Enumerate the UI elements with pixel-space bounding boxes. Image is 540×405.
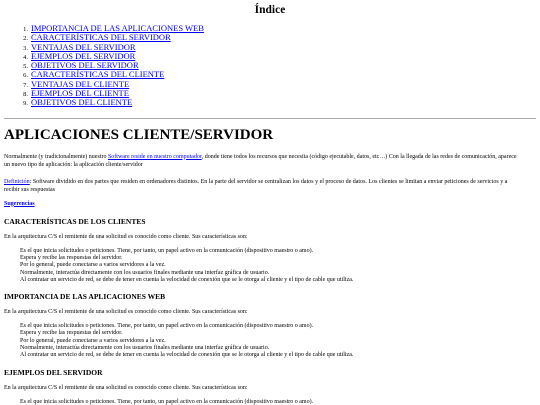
list-item: Por lo general, puede conectarse a varios servidores a la vez. [20,262,166,269]
horizontal-divider [4,118,536,119]
index-item-number: 3. [23,44,28,52]
list-item: Al contratar un servicio de red, se debe de tener en cuenta la velocidad de conexión que se le otorga al cliente y el tipo de cable que utiliza. [20,276,354,283]
section-list [20,248,540,284]
list-item: Es el que inicia solicitudes o peticiones. Tiene, por tanto, un papel activo en la comunicación (dispositivo maestro o amo). [20,323,314,330]
list-item: Es el que inicia solicitudes o peticiones. Tiene, por tanto, un papel activo en la comunicación (dispositivo maestro o amo). [20,398,314,405]
index-item-number: 6. [23,72,28,80]
section-intro: En la arquitectura C/S el remitente de una solicitud es conocido como cliente. Sus características son: [4,384,248,391]
section-heading-caracteristicas-clientes: CARACTERÍSTICAS DE LOS CLIENTES [4,216,146,226]
index-item-number: 4. [23,53,28,61]
list-item: Normalmente, interactúa directamente con los usuarios finales mediante una interfaz gráfica de usuario. [20,345,270,352]
index-item [20,98,540,107]
index-link-ventajas-cliente[interactable]: VENTAJAS DEL CLIENTE [31,78,130,89]
section-heading-importancia-aplicaciones-web: IMPORTANCIA DE LAS APLICACIONES WEB [4,292,166,302]
index-item-number: 5. [23,63,28,71]
index-link-caracteristicas-servidor[interactable]: CARACTERÍSTICAS DEL SERVIDOR [31,32,171,43]
definition-text: : Software dividido en dos partes que residen en ordenadores distintos. En la parte del servidor se centralizan los datos y el proceso de datos. Los clientes se limitan a enviar peticiones de servicios y a recibir sus respuestas [4,178,508,193]
list-item: Es el que inicia solicitudes o peticiones. Tiene, por tanto, un papel activo en la comunicación (dispositivo maestro o amo). [20,247,314,254]
index-link-objetivos-cliente[interactable]: OBJETIVOS DEL CLIENTE [31,97,133,108]
index-item-number: 2. [23,35,28,43]
list-item: Espera y recibe las respuestas del servidor. [20,254,123,261]
index-link-objetivos-servidor[interactable]: OBJETIVOS DEL SERVIDOR [31,60,139,71]
index-item-number: 1. [23,26,28,33]
index-item-number: 7. [23,81,28,89]
index-item-number: 8. [23,91,28,99]
definition-paragraph [4,178,524,194]
software-link[interactable]: Software reside en nuestro computador [107,153,202,160]
index-link-ejemplos-servidor[interactable]: EJEMPLOS DEL SERVIDOR [31,50,136,61]
index-list [0,24,540,108]
index-link-caracteristicas-cliente[interactable]: CARACTERÍSTICAS DEL CLIENTE [31,69,165,80]
section-heading-ejemplos-servidor: EJEMPLOS DEL SERVIDOR [4,367,103,377]
list-item: Al contratar un servicio de red, se debe de tener en cuenta la velocidad de conexión que se le otorga al cliente y el tipo de cable que utiliza. [20,352,354,359]
main-heading: APLICACIONES CLIENTE/SERVIDOR [4,126,274,143]
suggestions-link[interactable]: Sugerencias [4,200,35,207]
intro-text-before: Normalmente (y tradicionalmente) nuestro [4,153,108,160]
index-link-ejemplos-cliente[interactable]: EJEMPLOS DEL CLIENTE [31,88,129,99]
section-list [20,323,540,359]
definition-link[interactable]: Definición [4,178,30,185]
section-intro: En la arquitectura C/S el remitente de una solicitud es conocido como cliente. Sus características son: [4,233,248,240]
index-link-ventajas-servidor[interactable]: VENTAJAS DEL SERVIDOR [31,41,136,52]
section-list [20,399,540,405]
index-title: Índice [254,4,286,16]
intro-paragraph [4,153,524,169]
index-link-importancia-aplicaciones-web[interactable]: IMPORTANCIA DE LAS APLICACIONES WEB [31,23,204,33]
section-intro: En la arquitectura C/S el remitente de una solicitud es conocido como cliente. Sus características son: [4,309,248,316]
index-item-number: 9. [23,100,28,108]
list-item: Normalmente, interactúa directamente con los usuarios finales mediante una interfaz gráfica de usuario. [20,269,270,276]
list-item: Espera y recibe las respuestas del servidor. [20,330,123,337]
intro-text-after: , donde tiene todos los recursos que necesita (código ejecutable, datos, etc…) Con la llegada de las redes de comunicación, aparece un nuevo tipo de aplicación: la aplicación cliente/servidor [4,153,517,168]
list-item: Por lo general, puede conectarse a varios servidores a la vez. [20,337,166,344]
